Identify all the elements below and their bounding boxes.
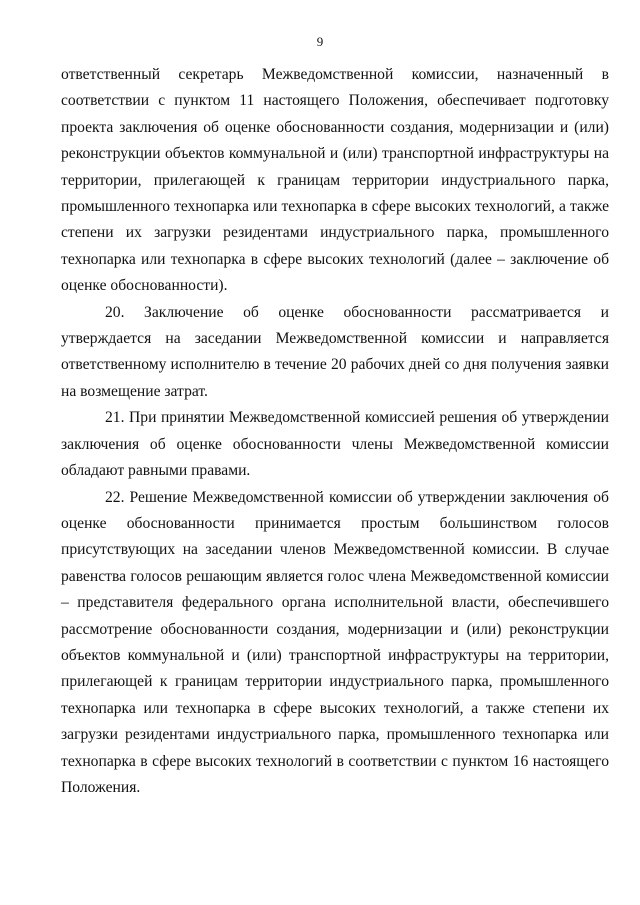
page-number: 9 [316, 34, 324, 49]
document-body [61, 62, 609, 801]
paragraph-22: 22. Решение Межведомственной комиссии об утверждении заключения об оценке обоснованности принимается простым большинством голосов присутствующих на заседании членов Межведомственной комиссии. В случае равенства голосов решающим является голос члена Межведомственной комиссии – представителя федерального органа исполнительной власти, обеспечившего рассмотрение обоснованности создания, модернизации и (или) реконструкции объектов коммунальной и (или) транспортной инфраструктуры на территории, прилегающей к границам территории индустриального парка, промышленного технопарка или технопарка в сфере высоких технологий, а также степени их загрузки резидентами индустриального парка, промышленного технопарка или технопарка в сфере высоких технологий в соответствии с пунктом 16 настоящего Положения. [61, 488, 609, 796]
paragraph-20: 20. Заключение об оценке обоснованности рассматривается и утверждается на заседании Межведомственной комиссии и направляется ответственному исполнителю в течение 20 рабочих дней со дня получения заявки на возмещение затрат. [61, 303, 609, 400]
paragraph-21: 21. При принятии Межведомственной комиссией решения об утверждении заключения об оценке обоснованности члены Межведомственной комиссии обладают равными правами. [61, 409, 609, 480]
paragraph-continuation: ответственный секретарь Межведомственной комиссии, назначенный в соответствии с пунктом 11 настоящего Положения, обеспечивает подготовку проекта заключения об оценке обоснованности создания, модернизации и (или) реконструкции объектов коммунальной и (или) транспортной инфраструктуры на территории, прилегающей к границам территории индустриального парка, промышленного технопарка или технопарка в сфере высоких технологий, а также степени их загрузки резидентами индустриального парка, промышленного технопарка или технопарка в сфере высоких технологий (далее – заключение об оценке обоснованности). [61, 66, 609, 295]
